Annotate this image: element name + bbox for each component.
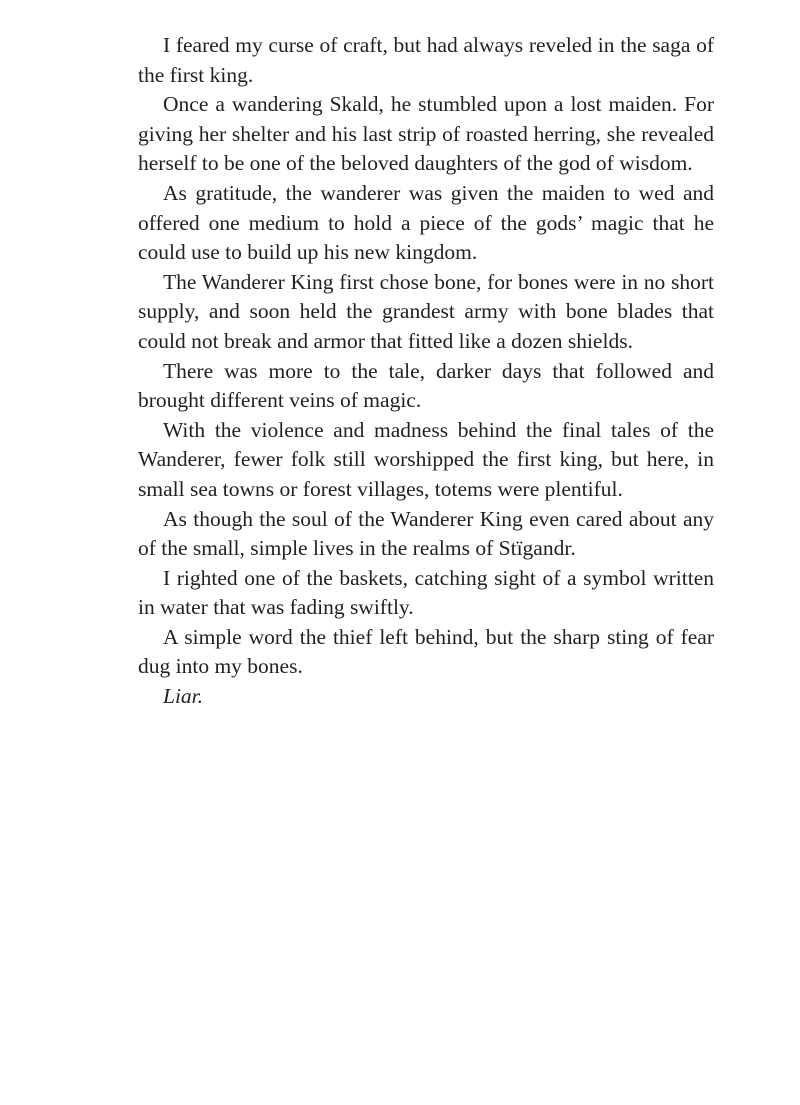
paragraph-3: As gratitude, the wanderer was given the maiden to wed and offered one medium to hold a piece of the gods’ magic that he could use to build up his new kingdom. [138, 180, 714, 265]
paragraph-5: There was more to the tale, darker days that followed and brought different veins of magic. [138, 358, 714, 413]
closing-word: Liar. [163, 684, 204, 709]
page-body [138, 31, 714, 712]
paragraph-6: With the violence and madness behind the final tales of the Wanderer, fewer folk still worshipped the first king, but here, in small sea towns or forest villages, totems were plentiful. [138, 417, 714, 501]
paragraph-1: I feared my curse of craft, but had always reveled in the saga of the first king. [138, 33, 714, 87]
paragraph-8: I righted one of the baskets, catching sight of a symbol written in water that was fading swiftly. [138, 565, 714, 620]
paragraph-7: As though the soul of the Wanderer King even cared about any of the small, simple lives in the realms of Stïgandr. [138, 506, 714, 561]
paragraph-9: A simple word the thief left behind, but the sharp sting of fear dug into my bones. [138, 624, 714, 679]
closing-line [138, 682, 714, 712]
paragraph-2: Once a wandering Skald, he stumbled upon a lost maiden. For giving her shelter and his last strip of roasted herring, she revealed herself to be one of the beloved daughters of the god of wisdom. [138, 92, 714, 176]
paragraph-4: The Wanderer King first chose bone, for bones were in no short supply, and soon held the grandest army with bone blades that could not break and armor that fitted like a dozen shields. [138, 269, 714, 353]
